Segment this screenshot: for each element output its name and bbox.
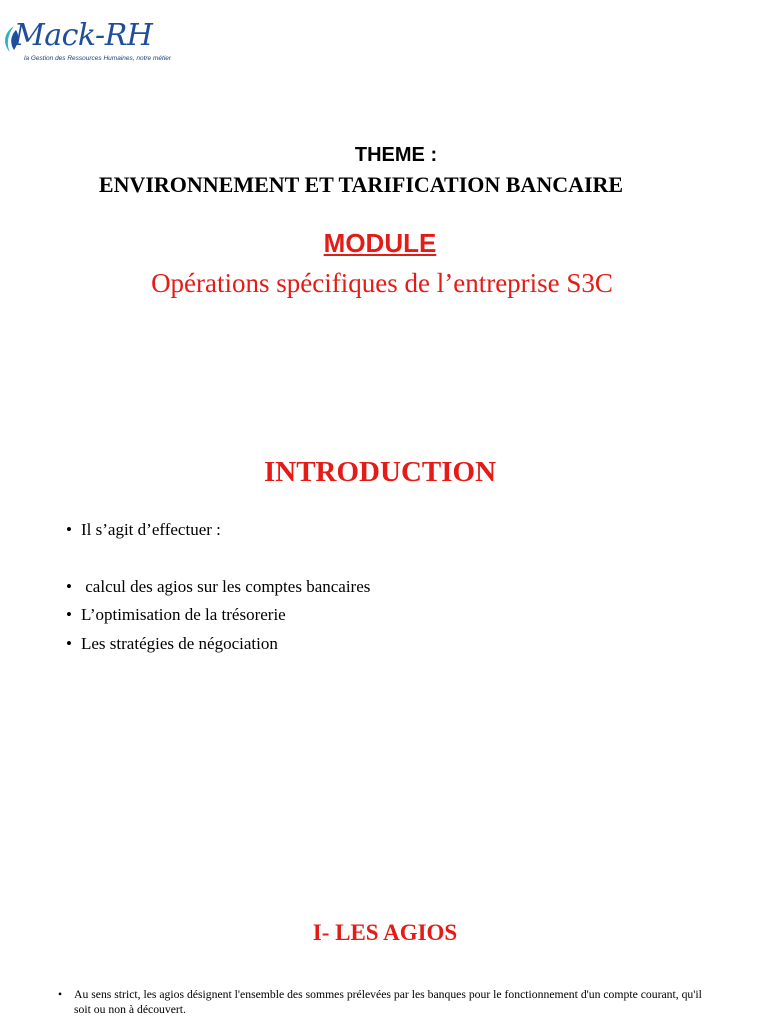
intro-bullet-text: Les stratégies de négociation [81, 634, 278, 653]
agios-paragraph [58, 987, 718, 1017]
introduction-heading: INTRODUCTION [263, 456, 497, 488]
bullet-icon: • [66, 634, 72, 653]
intro-bullet-text: Il s’agit d’effectuer : [81, 520, 221, 539]
theme-title: ENVIRONNEMENT ET TARIFICATION BANCAIRE [98, 172, 624, 197]
module-title: Opérations spécifiques de l’entreprise S3C [151, 268, 613, 298]
intro-bullet-text: calcul des agios sur les comptes bancaires [81, 577, 371, 596]
theme-label: THEME : [354, 144, 438, 166]
agios-heading: I- LES AGIOS [312, 920, 458, 945]
bullet-icon: • [66, 520, 72, 539]
intro-bullet [66, 577, 370, 597]
agios-paragraph-text: Au sens strict, les agios désignent l'ensemble des sommes prélevées par les banques pour le fonctionnement d'un compte courant, qu'il soit ou non à découvert. [74, 988, 702, 1016]
bullet-icon: • [66, 605, 72, 624]
module-label: MODULE [323, 228, 437, 258]
bullet-icon: • [66, 577, 72, 596]
logo-name: Mack-RH [14, 18, 153, 53]
intro-bullet [66, 605, 286, 625]
logo-tagline: la Gestion des Ressources Humaines, notre métier [24, 55, 172, 62]
intro-bullet [66, 520, 221, 540]
intro-bullet [66, 634, 278, 654]
bullet-icon: • [58, 988, 63, 1001]
mack-rh-logo [0, 18, 230, 68]
intro-bullet-text: L’optimisation de la trésorerie [81, 605, 286, 624]
